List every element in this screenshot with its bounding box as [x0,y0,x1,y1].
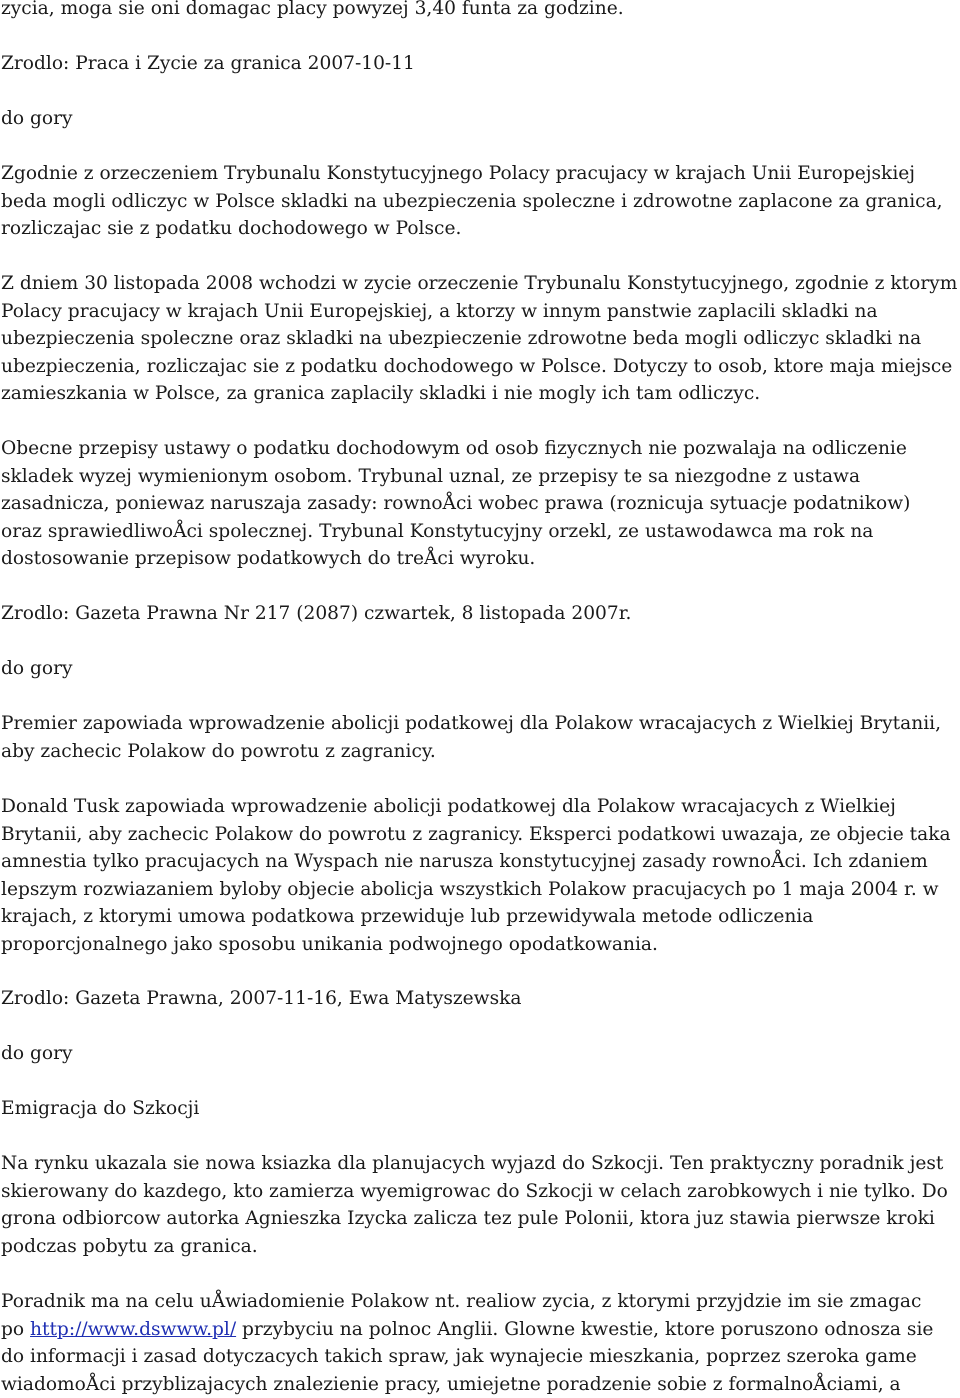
text-line: Obecne przepisy ustawy o podatku dochodowym od osob fizycznych nie pozwalaja na odliczenie [1,435,959,463]
text-fragment: przybyciu na polnoc Anglii. Glowne kwestie, ktore poruszono odnosza sie [236,1319,933,1340]
text-line: Donald Tusk zapowiada wprowadzenie abolicji podatkowej dla Polakow wracajacych z Wielkiej [1,793,959,821]
text-line: Brytanii, aby zachecic Polakow do powrotu z zagranicy. Eksperci podatkowi uwazaja, ze objecie taka [1,821,959,849]
text-line: Na rynku ukazala sie nowa ksiazka dla planujacych wyjazd do Szkocji. Ten praktyczny poradnik jest [1,1150,959,1178]
paragraph-text [1,1150,959,1260]
text-line: Poradnik ma na celu uÅwiadomienie Polakow nt. realiow zycia, z ktorymi przyjdzie im sie zmagac [1,1288,959,1316]
paragraph-text [1,0,959,23]
text-line: oraz sprawiedliwoÅci spolecznej. Trybunal Konstytucyjny orzekl, ze ustawodawca ma rok na [1,518,959,546]
source-citation [1,985,959,1013]
paragraph-text [1,160,959,243]
text-line: Zgodnie z orzeczeniem Trybunalu Konstytucyjnego Polacy pracujacy w krajach Unii Europejskiej [1,160,959,188]
text-line: Premier zapowiada wprowadzenie abolicji podatkowej dla Polakow wracajacych z Wielkiej Brytanii, [1,710,959,738]
back-to-top-link[interactable] [1,1040,959,1068]
text-line: lepszym rozwiazaniem byloby objecie abolicja wszystkich Polakow pracujacych po 1 maja 2004 r. w [1,876,959,904]
paragraph-text [1,270,959,408]
text-line: zycia, moga sie oni domagac placy powyzej 3,40 funta za godzine. [1,0,959,23]
text-line: rozliczajac sie z podatku dochodowego w Polsce. [1,215,959,243]
text-line: Z dniem 30 listopada 2008 wchodzi w zycie orzeczenie Trybunalu Konstytucyjnego, zgodnie z ktorym [1,270,959,298]
text-line: aby zachecic Polakow do powrotu z zagranicy. [1,738,959,766]
text-line: skladek wyzej wymienionym osobom. Trybunal uznal, ze przepisy te sa niezgodne z ustawa [1,463,959,491]
paragraph-text [1,435,959,573]
text-line: krajach, z ktorymi umowa podatkowa przewiduje lub przewidywala metode odliczenia [1,903,959,931]
text-line: Emigracja do Szkocji [1,1095,959,1123]
text-line: do gory [1,1040,959,1068]
text-line: proporcjonalnego jako sposobu unikania podwojnego opodatkowania. [1,931,959,959]
text-line: ubezpieczenia, rozliczajac sie z podatku dochodowego w Polsce. Dotyczy to osob, ktore maja miejsce [1,353,959,381]
back-to-top-link[interactable] [1,105,959,133]
text-line: wiadomoÅci przyblizajacych znalezienie pracy, umiejetne poradzenie sobie z formalnoÅciami, a [1,1371,959,1398]
text-line: Polacy pracujacy w krajach Unii Europejskiej, a ktorzy w innym panstwie zaplacili skladki na [1,298,959,326]
text-line: beda mogli odliczyc w Polsce skladki na ubezpieczenia spoleczne i zdrowotne zaplacone za granica, [1,188,959,216]
text-line: Zrodlo: Praca i Zycie za granica 2007-10-11 [1,50,959,78]
text-line: zamieszkania w Polsce, za granica zaplacily skladki i nie mogly ich tam odliczyc. [1,380,959,408]
text-line: dostosowanie przepisow podatkowych do treÅci wyroku. [1,545,959,573]
source-citation [1,50,959,78]
dswww-link[interactable]: http://www.dswww.pl/ [30,1319,236,1340]
text-line: do gory [1,105,959,133]
paragraph-poradnik [1,1288,959,1398]
paragraph-text [1,793,959,958]
text-line: ubezpieczenia spoleczne oraz skladki na ubezpieczenie zdrowotne beda mogli odliczyc skladki na [1,325,959,353]
text-line: Zrodlo: Gazeta Prawna, 2007-11-16, Ewa Matyszewska [1,985,959,1013]
section-heading [1,1095,959,1123]
paragraph-text [1,710,959,765]
text-fragment: po [1,1319,30,1340]
text-line: podczas pobytu za granica. [1,1233,959,1261]
text-line: do informacji i zasad dotyczacych takich spraw, jak wynajecie mieszkania, poprzez szeroka game [1,1343,959,1371]
text-line: Zrodlo: Gazeta Prawna Nr 217 (2087) czwartek, 8 listopada 2007r. [1,600,959,628]
text-line: zasadnicza, poniewaz naruszaja zasady: rownoÅci wobec prawa (roznicuja sytuacje podatnikow) [1,490,959,518]
text-line: amnestia tylko pracujacych na Wyspach nie narusza konstytucyjnej zasady rownoÅci. Ich zdaniem [1,848,959,876]
text-line: grona odbiorcow autorka Agnieszka Izycka zalicza tez pule Polonii, ktora juz stawia pierwsze kroki [1,1205,959,1233]
text-line [1,1316,959,1344]
text-line: skierowany do kazdego, kto zamierza wyemigrowac do Szkocji w celach zarobkowych i nie tylko. Do [1,1178,959,1206]
source-citation [1,600,959,628]
back-to-top-link[interactable] [1,655,959,683]
text-line: do gory [1,655,959,683]
